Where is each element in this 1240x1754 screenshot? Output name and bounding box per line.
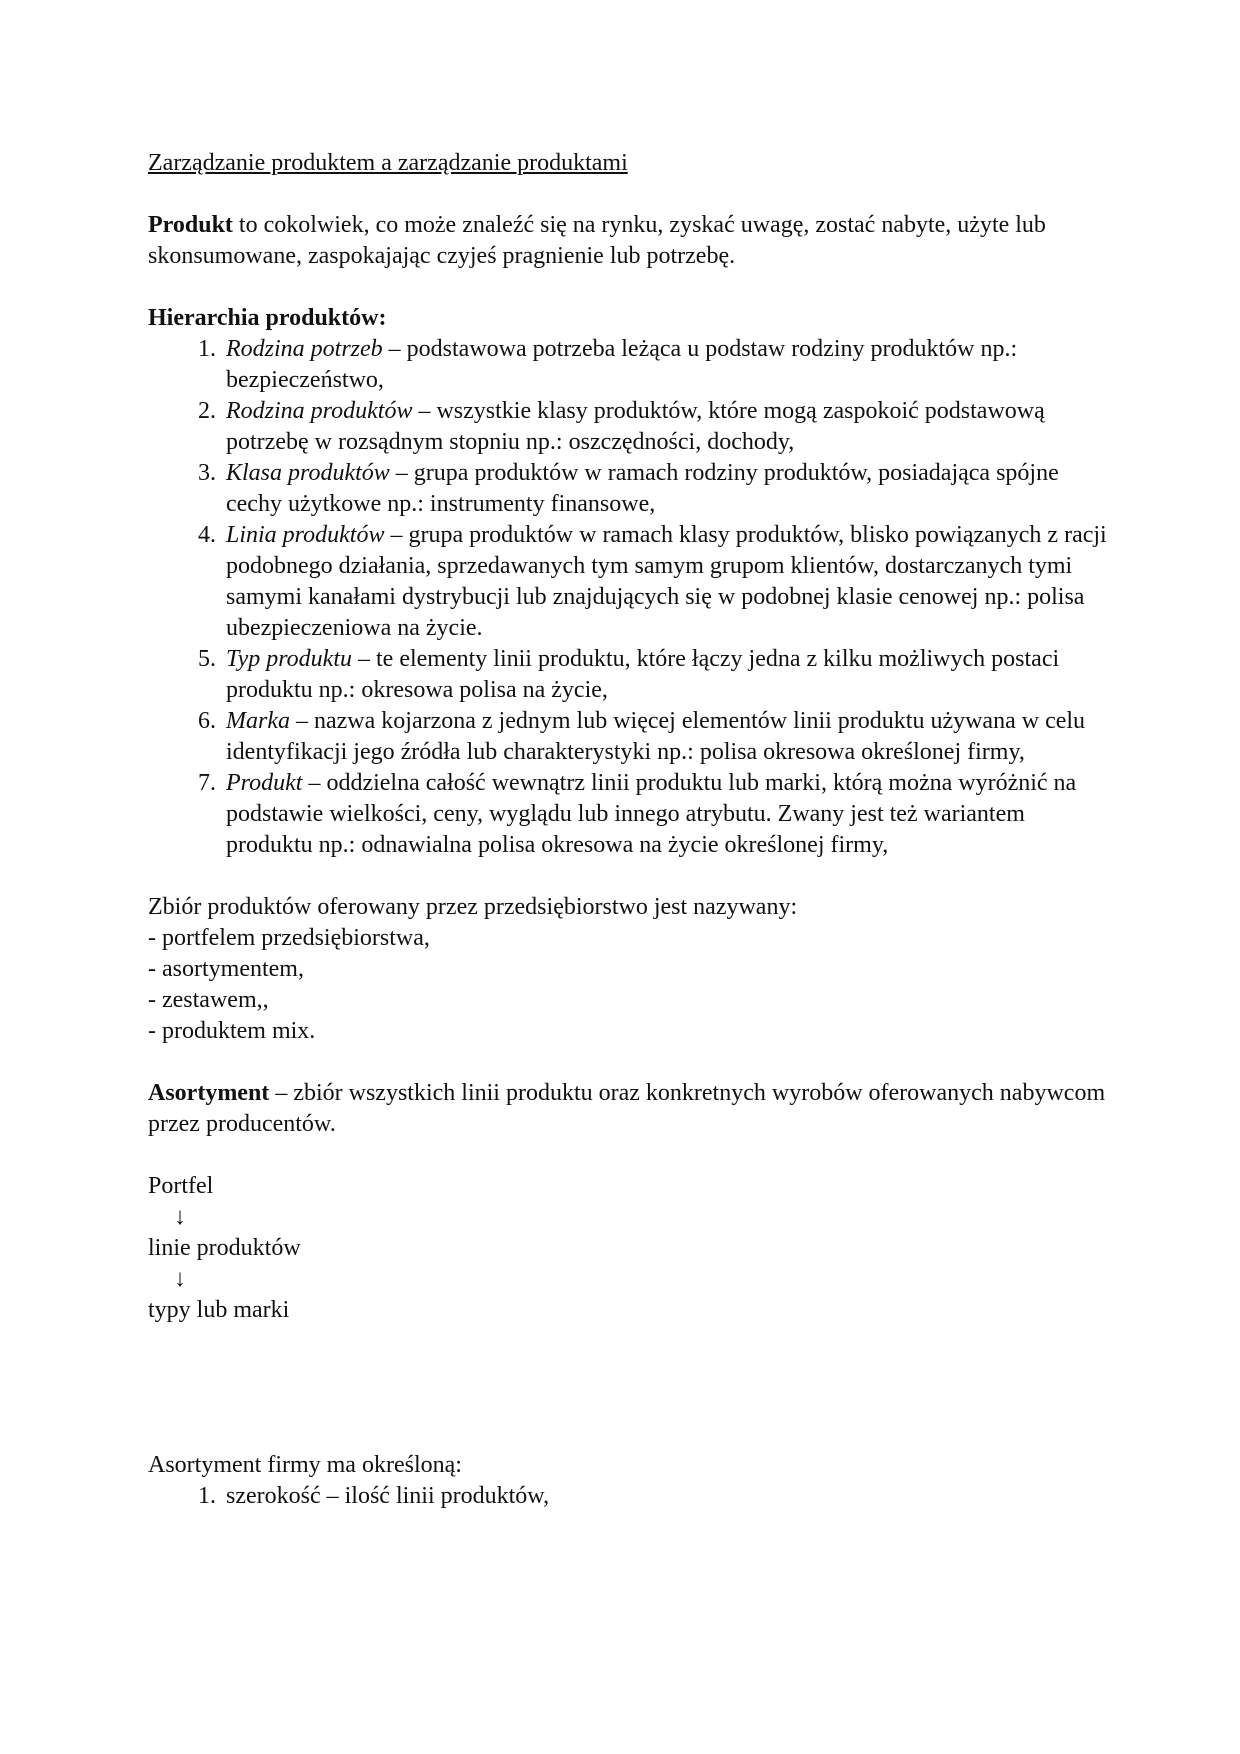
hierarchy-term: Klasa produktów: [226, 460, 390, 486]
flow-level-lines: linie produktów: [148, 1235, 301, 1261]
assortment-definition: [148, 1078, 1108, 1140]
definition-text: to cokolwiek, co może znaleźć się na rynku, zyskać uwagę, zostać nabyte, użyte lub skonsumowane, zaspokajając czyjeś pragnienie lub potrzebę.: [148, 212, 1046, 269]
collection-item: - asortymentem,: [148, 956, 304, 982]
hierarchy-item: [222, 768, 1108, 861]
assortment-text: – zbiór wszystkich linii produktu oraz konkretnych wyrobów oferowanych nabywcom przez producentów.: [148, 1080, 1106, 1137]
hierarchy-item: [222, 520, 1108, 644]
collection-item: - zestawem,,: [148, 987, 269, 1013]
hierarchy-text: – oddzielna całość wewnątrz linii produktu lub marki, którą można wyróżnić na podstawie wielkości, ceny, wyglądu lub innego atrybutu. Zwany jest też wariantem produktu np.: odnawialna polisa okresowa na życie określonej firmy,: [226, 770, 1077, 858]
collection-intro: Zbiór produktów oferowany przez przedsiębiorstwo jest nazywany:: [148, 894, 798, 920]
hierarchy-item: [222, 334, 1108, 396]
product-definition: [148, 210, 1108, 272]
hierarchy-term: Rodzina produktów: [226, 398, 413, 424]
hierarchy-item: [222, 706, 1108, 768]
hierarchy-text: – grupa produktów w ramach rodziny produktów, posiadająca spójne cechy użytkowe np.: instrumenty finansowe,: [226, 460, 1059, 517]
flow-level-portfolio: Portfel: [148, 1173, 214, 1199]
flow-level-types: typy lub marki: [148, 1297, 290, 1323]
hierarchy-item: [222, 396, 1108, 458]
assortment-dims-list: [148, 1481, 1108, 1512]
hierarchy-text: – nazwa kojarzona z jednym lub więcej elementów linii produktu używana w celu identyfikacji jego źródła lub charakterystyki np.: polisa okresowa określonej firmy,: [226, 708, 1086, 765]
definition-term: Produkt: [148, 212, 233, 238]
hierarchy-term: Rodzina potrzeb: [226, 336, 383, 362]
hierarchy-term: Produkt: [226, 770, 303, 796]
assortment-dims-intro: Asortyment firmy ma określoną:: [148, 1452, 462, 1478]
hierarchy-heading: Hierarchia produktów:: [148, 305, 387, 331]
hierarchy-item: [222, 644, 1108, 706]
collection-item: - portfelem przedsiębiorstwa,: [148, 925, 430, 951]
hierarchy-term: Marka: [226, 708, 290, 734]
hierarchy-item: [222, 458, 1108, 520]
hierarchy-text: – wszystkie klasy produktów, które mogą zaspokoić podstawową potrzebę w rozsądnym stopniu np.: oszczędności, dochody,: [226, 398, 1045, 455]
document-content: [148, 148, 1108, 1512]
assortment-dims-item: 1. szerokość – ilość linii produktów,: [222, 1481, 1108, 1512]
hierarchy-text: – grupa produktów w ramach klasy produktów, blisko powiązanych z racji podobnego działania, sprzedawanych tym samym grupom klientów, dostarczanych tymi samymi kanałami dystrybucji lub znajdujących się w podobnej klasie cenowej np.: polisa ubezpieczeniowa na życie.: [226, 522, 1107, 641]
hierarchy-flow: [148, 1171, 1108, 1326]
down-arrow-icon: ↓: [174, 1204, 186, 1230]
hierarchy-term: Linia produktów: [226, 522, 385, 548]
hierarchy-list: [148, 334, 1108, 861]
assortment-term: Asortyment: [148, 1080, 270, 1106]
collection-section: [148, 892, 1108, 1047]
page-title: Zarządzanie produktem a zarządzanie produktami: [148, 150, 628, 176]
down-arrow-icon: ↓: [174, 1266, 186, 1292]
hierarchy-text: – podstawowa potrzeba leżąca u podstaw rodziny produktów np.: bezpieczeństwo,: [226, 336, 1018, 393]
collection-item: - produktem mix.: [148, 1018, 316, 1044]
hierarchy-text: – te elementy linii produktu, które łączy jedna z kilku możliwych postaci produktu np.: okresowa polisa na życie,: [226, 646, 1060, 703]
hierarchy-term: Typ produktu: [226, 646, 352, 672]
